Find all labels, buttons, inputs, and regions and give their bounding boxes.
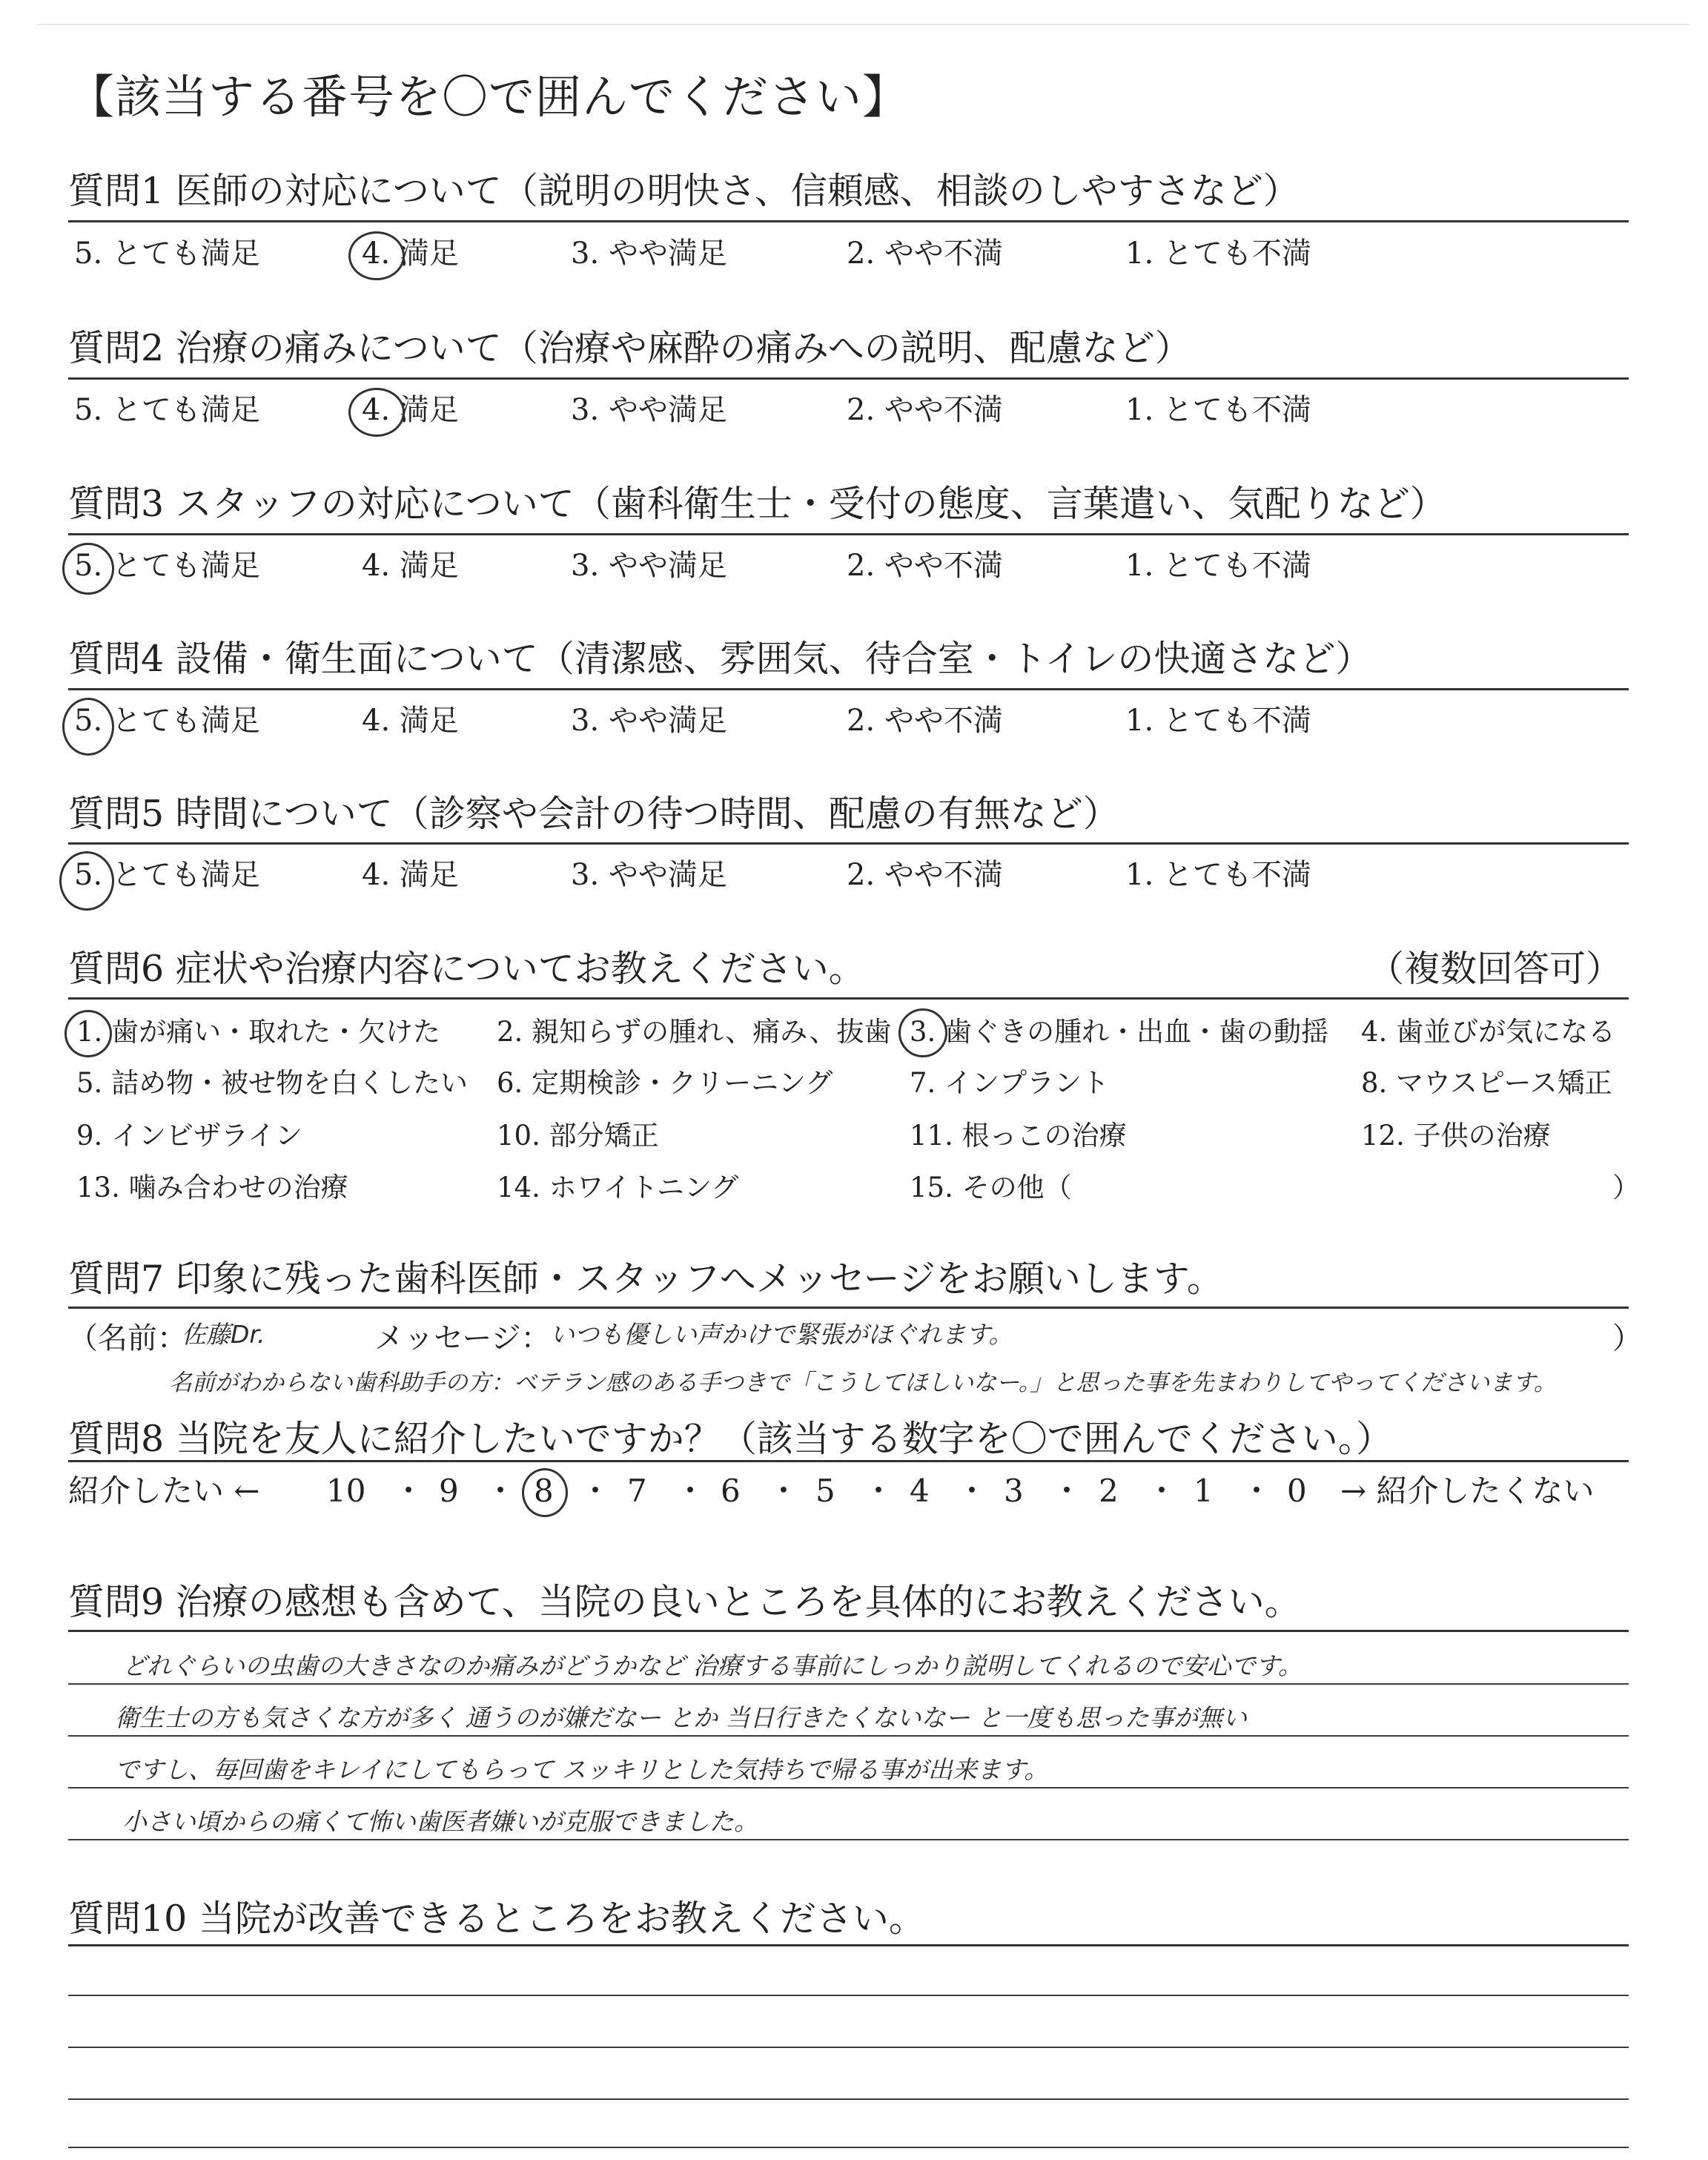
q1-option-3[interactable]: 3. やや満足	[571, 237, 727, 271]
q2-option-3[interactable]: 3. やや満足	[571, 393, 727, 427]
category-13[interactable]: 13. 噛み合わせの治療	[76, 1172, 348, 1203]
scale-2[interactable]: 2	[1099, 1473, 1119, 1509]
answer-rule[interactable]	[68, 2098, 1629, 2100]
q4-option-2[interactable]: 2. やや不満	[847, 704, 1003, 738]
q4-option-5[interactable]: 5. とても満足	[74, 704, 260, 738]
scale-5[interactable]: 5	[815, 1473, 835, 1509]
q4-option-3[interactable]: 3. やや満足	[571, 704, 727, 738]
scale-dot: ・	[956, 1473, 988, 1509]
q3-option-1[interactable]: 1. とても不満	[1125, 549, 1311, 583]
category-8[interactable]: 8. マウスピース矯正	[1361, 1067, 1612, 1099]
question-6-note: （複数回答可）	[1368, 948, 1623, 990]
q5-option-1[interactable]: 1. とても不満	[1125, 858, 1311, 892]
scale-6[interactable]: 6	[721, 1473, 741, 1509]
question-9-rule	[68, 1630, 1629, 1632]
question-4-title: 質問4 設備・衛生面について（清潔感、雰囲気、待合室・トイレの快適さなど）	[68, 638, 1372, 680]
answer-rule	[68, 1787, 1629, 1789]
q5-option-4[interactable]: 4. 満足	[362, 858, 459, 892]
question-3-title: 質問3 スタッフの対応について（歯科衛生士・受付の態度、言葉遣い、気配りなど）	[68, 483, 1446, 525]
q2-option-2[interactable]: 2. やや不満	[847, 393, 1003, 427]
name-value[interactable]: 佐藤Dr.	[182, 1320, 265, 1349]
scale-dot: ・	[1051, 1473, 1083, 1509]
scale-3[interactable]: 3	[1004, 1473, 1024, 1509]
answer-line-1[interactable]: どれぐらいの虫歯の大きさなのか痛みがどうかなど 治療する事前にしっかり説明してくれるので安心です。	[122, 1651, 1302, 1680]
q5-option-5[interactable]: 5. とても満足	[74, 858, 260, 892]
q3-option-3[interactable]: 3. やや満足	[571, 549, 727, 583]
category-5[interactable]: 5. 詰め物・被せ物を白くしたい	[76, 1067, 469, 1099]
q5-option-2[interactable]: 2. やや不満	[847, 858, 1003, 892]
answer-rule[interactable]	[68, 2147, 1629, 2148]
q4-option-1[interactable]: 1. とても不満	[1125, 704, 1311, 738]
scale-7[interactable]: 7	[627, 1473, 647, 1509]
category-6[interactable]: 6. 定期検診・クリーニング	[497, 1067, 833, 1099]
category-1[interactable]: 1. 歯が痛い・取れた・欠けた	[76, 1016, 441, 1048]
question-9-title: 質問9 治療の感想も含めて、当院の良いところを具体的にお教えください。	[68, 1581, 1301, 1623]
scale-dot: ・	[863, 1473, 895, 1509]
category-12[interactable]: 12. 子供の治療	[1361, 1120, 1551, 1152]
scale-dot: ・	[1146, 1473, 1178, 1509]
question-6-title: 質問6 症状や治療内容についてお教えください。	[68, 948, 865, 990]
scale-1[interactable]: 1	[1194, 1473, 1214, 1509]
q2-option-4[interactable]: 4. 満足	[362, 393, 459, 427]
scale-10[interactable]: 10	[326, 1473, 366, 1509]
category-3[interactable]: 3. 歯ぐきの腫れ・出血・歯の動揺	[910, 1016, 1329, 1048]
message-close-paren: ）	[1612, 1321, 1642, 1355]
question-10-rule	[68, 1944, 1629, 1946]
scale-dot: ・	[580, 1473, 612, 1509]
q1-option-2[interactable]: 2. やや不満	[847, 237, 1003, 271]
scale-right-label: → 紹介したくない	[1340, 1473, 1595, 1509]
category-7[interactable]: 7. インプラント	[910, 1067, 1110, 1099]
form-title: 【該当する番号を〇で囲んでください】	[68, 70, 910, 124]
scale-4[interactable]: 4	[910, 1473, 930, 1509]
answer-rule[interactable]	[68, 2047, 1629, 2048]
question-2-title: 質問2 治療の痛みについて（治療や麻酔の痛みへの説明、配慮など）	[68, 327, 1191, 369]
answer-line-2[interactable]: 衛生士の方も気さくな方が多く 通うのが嫌だなー とか 当日行きたくないなー と一度も思った事が無い	[115, 1703, 1247, 1732]
scale-0[interactable]: 0	[1287, 1473, 1307, 1509]
q2-option-1[interactable]: 1. とても不満	[1125, 393, 1311, 427]
question-3-rule	[68, 533, 1629, 535]
category-15-close-paren: ）	[1612, 1172, 1640, 1203]
question-7-rule	[68, 1307, 1629, 1309]
question-8-rule	[68, 1460, 1629, 1462]
question-1-rule	[68, 220, 1629, 222]
question-5-title: 質問5 時間について（診察や会計の待つ時間、配慮の有無など）	[68, 793, 1119, 835]
answer-rule	[68, 1735, 1629, 1737]
category-9[interactable]: 9. インビザライン	[76, 1120, 302, 1152]
scale-left-label: 紹介したい ←	[68, 1473, 260, 1509]
category-4[interactable]: 4. 歯並びが気になる	[1361, 1016, 1616, 1048]
answer-line-4[interactable]: 小さい頃からの痛くて怖い歯医者嫌いが克服できました。	[122, 1807, 758, 1836]
q3-option-2[interactable]: 2. やや不満	[847, 549, 1003, 583]
answer-line-3[interactable]: ですし、毎回歯をキレイにしてもらって スッキリとした気持ちで帰る事が出来ます。	[115, 1755, 1049, 1784]
question-2-rule	[68, 377, 1629, 380]
name-label: （名前：	[68, 1321, 187, 1355]
scale-dot: ・	[1241, 1473, 1273, 1509]
scale-dot: ・	[393, 1473, 425, 1509]
question-1-title: 質問1 医師の対応について（説明の明快さ、信頼感、相談のしやすさなど）	[68, 170, 1300, 212]
message-line-2[interactable]: 名前がわからない歯科助手の方：ベテラン感のある手つきで「こうしてほしいなー。」と思った事を先まわりしてやってくださいます。	[169, 1370, 1557, 1396]
question-7-title: 質問7 印象に残った歯科医師・スタッフへメッセージをお願いします。	[68, 1258, 1223, 1300]
category-10[interactable]: 10. 部分矯正	[497, 1120, 659, 1152]
question-6-rule	[68, 997, 1629, 1000]
q2-option-5[interactable]: 5. とても満足	[74, 393, 260, 427]
scale-dot: ・	[485, 1473, 517, 1509]
scale-9[interactable]: 9	[439, 1473, 459, 1509]
q4-option-4[interactable]: 4. 満足	[362, 704, 459, 738]
question-8-title: 質問8 当院を友人に紹介したいですか？（該当する数字を〇で囲んでください。）	[68, 1418, 1393, 1460]
question-10-title: 質問10 当院が改善できるところをお教えください。	[68, 1898, 925, 1940]
q1-option-5[interactable]: 5. とても満足	[74, 237, 260, 271]
scale-dot: ・	[675, 1473, 706, 1509]
category-11[interactable]: 11. 根っこの治療	[910, 1120, 1127, 1152]
category-14[interactable]: 14. ホワイトニング	[497, 1172, 739, 1203]
category-2[interactable]: 2. 親知らずの腫れ、痛み、抜歯	[497, 1016, 892, 1048]
question-5-rule	[68, 842, 1629, 845]
page-top-edge	[37, 24, 1690, 25]
question-4-rule	[68, 688, 1629, 690]
q1-option-4[interactable]: 4. 満足	[362, 237, 459, 271]
answer-rule[interactable]	[68, 1995, 1629, 1996]
category-15[interactable]: 15. その他（	[910, 1172, 1072, 1203]
q3-option-5[interactable]: 5. とても満足	[74, 549, 260, 583]
answer-rule	[68, 1839, 1629, 1840]
message-label: メッセージ：	[374, 1321, 551, 1355]
answer-rule	[68, 1683, 1629, 1685]
q1-option-1[interactable]: 1. とても不満	[1125, 237, 1311, 271]
message-value[interactable]: いつも優しい声かけで緊張がほぐれます。	[550, 1320, 1013, 1349]
scale-dot: ・	[768, 1473, 800, 1509]
q5-option-3[interactable]: 3. やや満足	[571, 858, 727, 892]
scale-8[interactable]: 8	[534, 1473, 554, 1509]
q3-option-4[interactable]: 4. 満足	[362, 549, 459, 583]
